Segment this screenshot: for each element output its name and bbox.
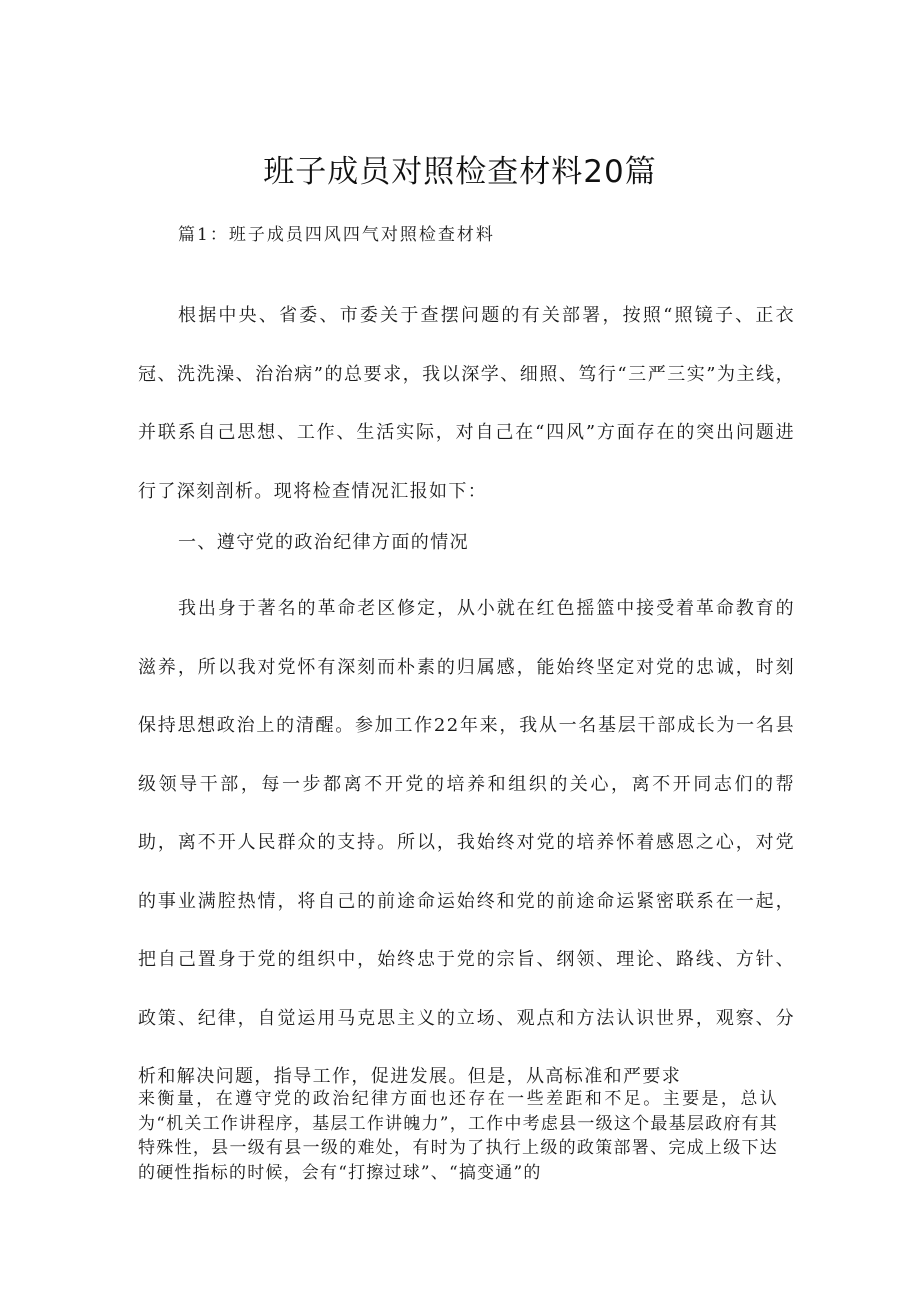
body-paragraph: 我出身于著名的革命老区修定，从小就在红色摇篮中接受着革命教育的滋养，所以我对党怀有深刻而朴素的归属感，能始终坚定对党的忠诚，时刻保持思想政治上的清醒。参加工作22年来，我从一名基层干部成长为一名县级领导干部，每一步都离不开党的培养和组织的关心，离不开同志们的帮助，离不开人民群众的支持。所以，我始终对党的培养怀着感恩之心，对党的事业满腔热情，将自己的前途命运始终和党的前途命运紧密联系在一起，把自己置身于党的组织中，始终忠于党的宗旨、纲领、理论、路线、方针、政策、纪律，自觉运用马克思主义的立场、观点和方法认识世界，观察、分析和解决问题，指导工作，促进发展。但是，从高标准和严要求: [138, 598, 795, 1087]
document-title: 班子成员对照检查材料20篇: [263, 154, 657, 190]
continuation-paragraph: 来衡量，在遵守党的政治纪律方面也还存在一些差距和不足。主要是，总认为“机关工作讲程序，基层工作讲魄力”，工作中考虑县一级这个最基层政府有其特殊性，县一级有县一级的难处，有时为了执行上级的政策部署、完成上级下达的硬性指标的时候，会有“打擦过球”、“搞变通”的: [138, 1089, 778, 1183]
intro-paragraph: 根据中央、省委、市委关于查摆问题的有关部署，按照“照镜子、正衣冠、洗洗澡、治治病”的总要求，我以深学、细照、笃行“三严三实”为主线，并联系自己思想、工作、生活实际，对自己在“四风”方面存在的突出问题进行了深刻剖析。现将检查情况汇报如下：: [138, 305, 795, 502]
section-subtitle: 篇1：班子成员四风四气对照检查材料: [178, 225, 495, 245]
section-heading: 一、遵守党的政治纪律方面的情况: [178, 532, 469, 553]
